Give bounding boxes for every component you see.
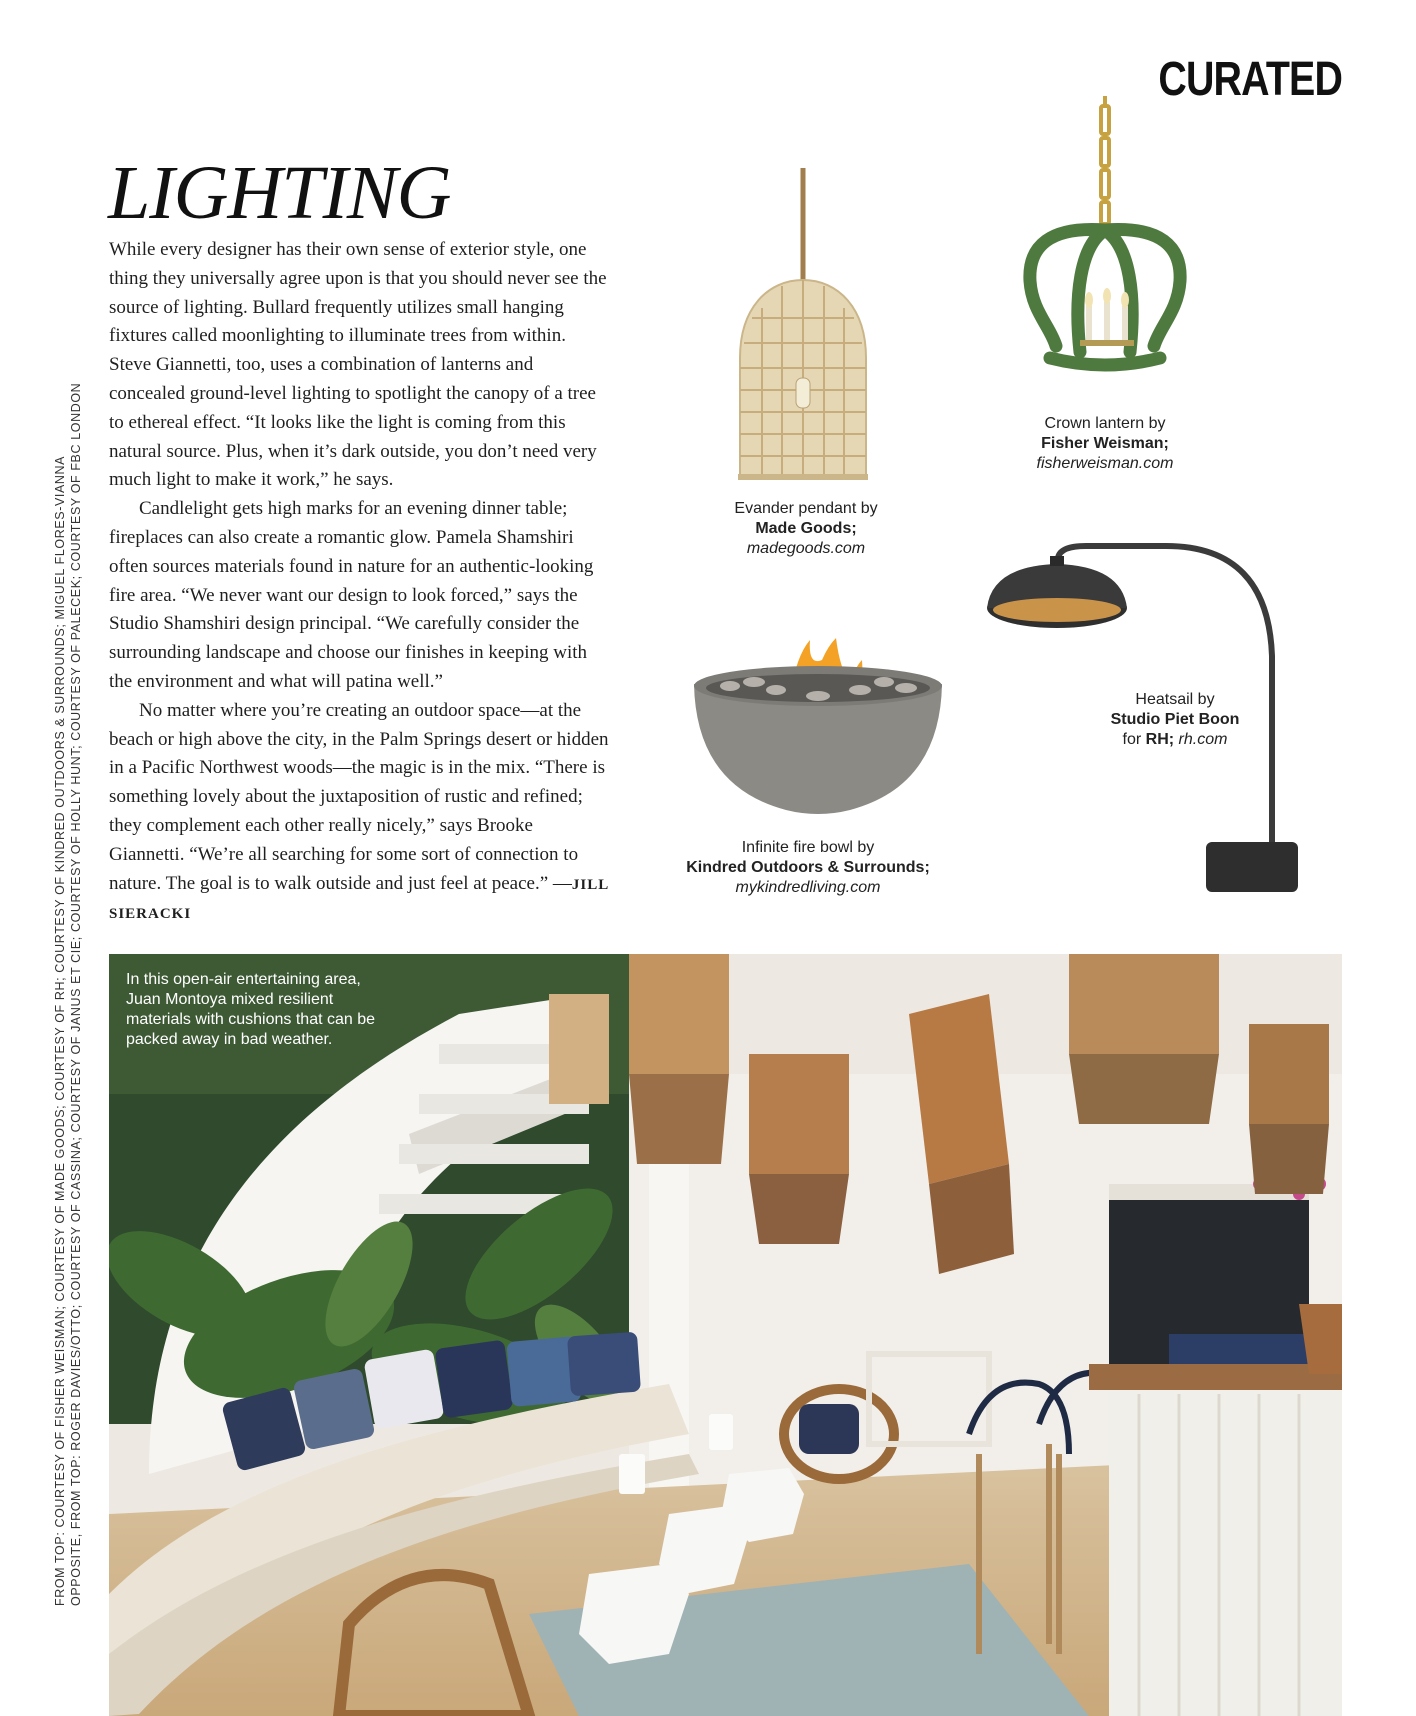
article-headline: LIGHTING: [108, 151, 451, 235]
evander-pendant-caption: [686, 499, 926, 559]
article-paragraph-3-text: No matter where you’re creating an outdoor space—at the beach or high above the city, in the Palm Springs desert or hidden in a Pacific Northwest woods—the magic is in the mix. “There is something lovely about the juxtaposition of rustic and refined; they complement each other really nicely,” says Brooke Giannetti. “We’re all searching for some sort of connection to nature. The goal is to walk outside and just feel at peace.”: [109, 699, 609, 894]
photo-credits-line-1: FROM TOP: COURTESY OF FISHER WEISMAN; COURTESY OF MADE GOODS; COURTESY OF RH; COURTESY OF KINDRED OUTDOORS & SURROUNDS; MIGUEL FLORES-VIANNA: [53, 455, 67, 1606]
fire-bowl-title: Infinite fire bowl by: [741, 839, 875, 856]
photo-caption: In this open-air entertaining area, Juan Montoya mixed resilient materials with cushions that can be packed away in bad weather.: [126, 971, 376, 1048]
byline-dash: —: [548, 872, 572, 894]
heatsail-for: for: [1122, 731, 1146, 748]
entertaining-area-photo: [109, 954, 1342, 1716]
photo-credits-line-2: OPPOSITE, FROM TOP: ROGER DAVIES/OTTO; COURTESY OF CASSINA; COURTESY OF JANUS ET CIE; COURTESY OF HOLLY HUNT; COURTESY OF PALECEK; COURTESY OF FBC LONDON: [69, 382, 83, 1606]
heatsail-url[interactable]: rh.com: [1178, 731, 1228, 748]
article-body: [109, 236, 609, 929]
crown-lantern-caption: [985, 414, 1225, 474]
fire-bowl-image: [690, 636, 946, 826]
article-paragraph-2: Candlelight gets high marks for an evening dinner table; fireplaces can also create a romantic glow. Pamela Shamshiri often sources materials found in nature for an authentic-looking fire area. “We never want our design to look forced,” says the Studio Shamshiri design principal. “We carefully consider the surrounding landscape and choose our finishes in keeping with the environment and what will patina well.”: [109, 498, 594, 692]
article-paragraph-1: While every designer has their own sense of exterior style, one thing they universally agree upon is that you should never see the source of lighting. Bullard frequently utilizes small hanging fixtures called moonlighting to illuminate trees from within. Steve Giannetti, too, uses a combination of lanterns and concealed ground-level lighting to spotlight the canopy of a tree to ethereal effect. “It looks like the light is coming from this natural source. Plus, when it’s dark outside, you don’t need very much light to make it work,” he says.: [109, 239, 607, 491]
article-paragraph-3: [109, 697, 609, 929]
crown-lantern-image: [1010, 96, 1200, 416]
evander-pendant-title: Evander pendant by: [734, 500, 878, 517]
crown-lantern-brand: Fisher Weisman;: [1041, 435, 1169, 452]
section-label: CURATED: [1158, 53, 1342, 106]
fire-bowl-url[interactable]: mykindredliving.com: [735, 879, 881, 896]
evander-pendant-brand: Made Goods;: [755, 520, 857, 537]
photo-credits: [52, 356, 84, 1606]
heatsail-caption: [1055, 690, 1295, 750]
crown-lantern-url[interactable]: fisherweisman.com: [1036, 455, 1174, 472]
crown-lantern-title: Crown lantern by: [1044, 415, 1166, 432]
heatsail-title: Heatsail by: [1135, 691, 1215, 708]
heatsail-brand: Studio Piet Boon: [1110, 711, 1240, 728]
fire-bowl-brand: Kindred Outdoors & Surrounds;: [686, 859, 930, 876]
byline: JILL SIERACKI: [109, 876, 609, 923]
evander-pendant-image: [712, 168, 892, 484]
fire-bowl-caption: [658, 838, 958, 898]
evander-pendant-url[interactable]: madegoods.com: [746, 540, 866, 557]
heatsail-retailer: RH;: [1145, 731, 1175, 748]
